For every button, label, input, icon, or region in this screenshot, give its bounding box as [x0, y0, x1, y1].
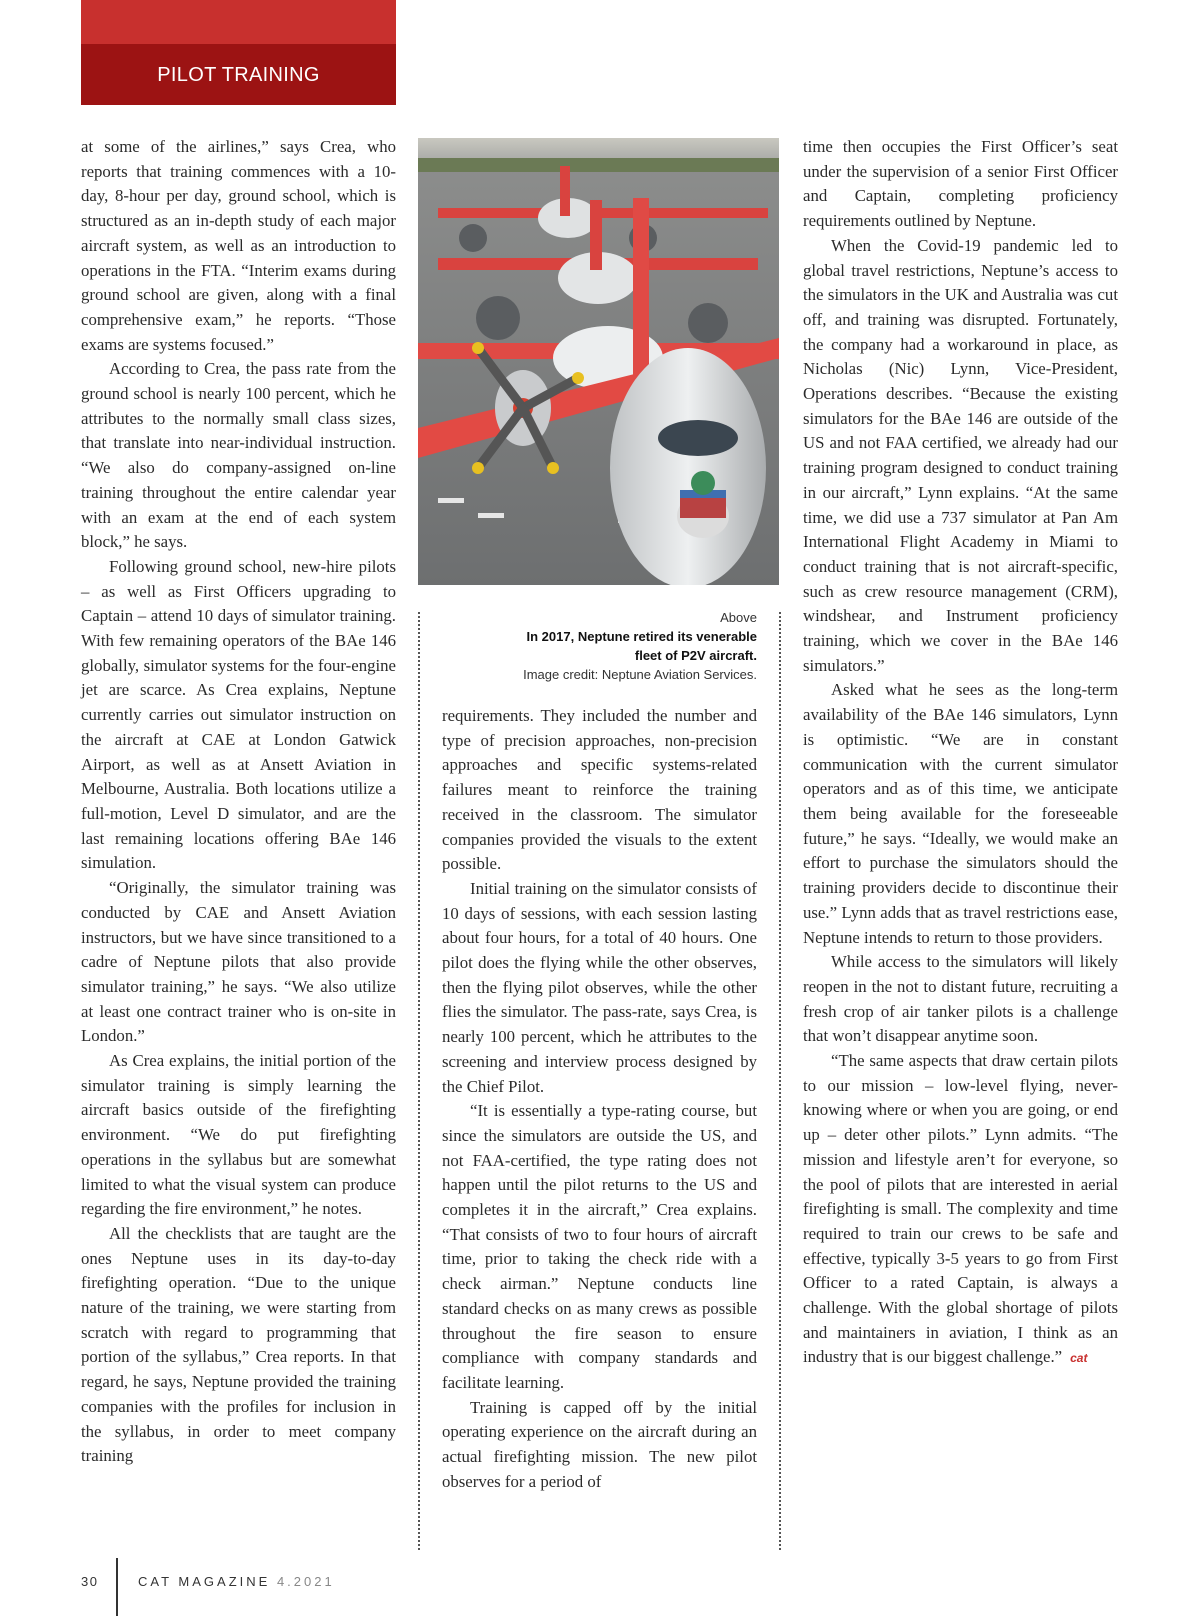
- caption-label: Above: [720, 610, 757, 625]
- caption-line: fleet of P2V aircraft.: [634, 648, 757, 663]
- section-header: [81, 0, 396, 105]
- issue-number: 4.2021: [276, 1574, 335, 1589]
- column-divider: [418, 612, 420, 1550]
- caption-credit: Image credit: Neptune Aviation Services.: [523, 667, 757, 682]
- paragraph: Training is capped off by the initial operating experience on the aircraft during an actual firefighting mission. The new pilot observes for a period of: [442, 1397, 757, 1491]
- paragraph: “Originally, the simulator training was conducted by CAE and Ansett Aviation instructors, but we have since transitioned to a cadre of Neptune pilots that also provide simulator training,” he says. “We also utilize at least one contract trainer who is on-site in London.”: [81, 878, 396, 1046]
- paragraph: While access to the simulators will likely reopen in the not to distant future, recruiting a fresh crop of air tanker pilots is a challenge that won’t disappear anytime soon.: [803, 952, 1118, 1046]
- column-divider: [779, 612, 781, 1550]
- magazine-name: CAT MAGAZINE: [138, 1574, 271, 1589]
- article-column-3: [803, 135, 1118, 1371]
- paragraph: requirements. They included the number and type of precision approaches, non-precision approaches and specific systems-related failures meant to reinforce the training received in the classroom. The simulator companies provided the visuals to the extent possible.: [442, 706, 757, 874]
- footer-magazine: [138, 1574, 335, 1589]
- paragraph: When the Covid-19 pandemic led to global travel restrictions, Neptune’s access to the simulators in the UK and Australia was cut off, and training was disrupted. Fortunately, the company had a workaround in place, as Nicholas (Nic) Lynn, Vice-President, Operations describes. “Because the existing simulators for the BAe 146 are outside of the US and not FAA certified, we already had our training program designed to conduct training in our aircraft,” Lynn explains. “At the same time, we did use a 737 simulator at Pan Am International Flight Academy in Miami to conduct training that is not aircraft-specific, such as crew resource management (CRM), windshear, and Instrument proficiency training, which we cover in the BAe 146 simulators.”: [803, 235, 1118, 675]
- photo-caption: [442, 608, 757, 684]
- paragraph: Following ground school, new-hire pilots – as well as First Officers upgrading to Captain – attend 10 days of simulator training. With few remaining operators of the BAe 146 globally, simulator systems for the four-engine jet are scarce. As Crea explains, Neptune currently carries out simulator instruction on the aircraft at CAE at London Gatwick Airport, as well as at Ansett Aviation in Melbourne, Australia. Both locations utilize a full-motion, Level D simulator, and are the last remaining locations offering BAe 146 simulation.: [81, 556, 396, 873]
- paragraph: Initial training on the simulator consists of 10 days of sessions, with each session lasting about four hours, for a total of 40 hours. One pilot does the flying while the other observes, then the flying pilot observes, while the other flies the simulator. The pass-rate, says Crea, is nearly 100 percent, which he attributes to the screening and interview process designed by the Chief Pilot.: [442, 878, 757, 1096]
- paragraph-final: [803, 1049, 1118, 1371]
- paragraph: As Crea explains, the initial portion of the simulator training is simply learning the aircraft basics outside of the firefighting environment. “We do put firefighting operations in the syllabus but are somewhat limited to what the visual system can produce regarding the fire environment,” he notes.: [81, 1051, 396, 1219]
- aircraft-photo: [418, 138, 779, 585]
- caption-line: In 2017, Neptune retired its venerable: [526, 629, 757, 644]
- paragraph: Asked what he sees as the long-term availability of the BAe 146 simulators, Lynn is optimistic. “We are in constant communication with the current simulator operators and as of this time, we anticipate them being available for the foreseeable future,” he says. “Ideally, we would make an effort to purchase the simulators should the training providers decide to discontinue their use.” Lynn adds that as travel restrictions ease, Neptune intends to return to those providers.: [803, 680, 1118, 947]
- aircraft-photo-icon: [418, 138, 779, 585]
- page-number: 30: [81, 1574, 99, 1589]
- section-title: PILOT TRAINING: [157, 64, 320, 86]
- paragraph: time then occupies the First Officer’s seat under the supervision of a senior First Officer and Captain, completing proficiency requirements outlined by Neptune.: [803, 137, 1118, 231]
- paragraph: “It is essentially a type-rating course, but since the simulators are outside the US, and not FAA-certified, the type rating does not happen until the pilot returns to the US and completes it in the aircraft,” Crea explains. “That consists of two to four hours of aircraft time, prior to taking the check ride with a check airman.” Neptune conducts line standard checks on as many crews as possible throughout the fire season to ensure compliance with company standards and facilitate learning.: [442, 1101, 757, 1392]
- article-column-1: [81, 135, 396, 1469]
- paragraph: All the checklists that are taught are the ones Neptune uses in its day-to-day firefighting operation. “Due to the unique nature of the training, we were starting from scratch with regard to programming that portion of the syllabus,” Crea reports. In that regard, he says, Neptune provided the training companies with the profiles for inclusion in the syllabus, in order to meet company training: [81, 1223, 396, 1466]
- article-column-2: [442, 704, 757, 1495]
- end-mark-logo: cat: [1070, 1351, 1088, 1366]
- paragraph-text: “The same aspects that draw certain pilots to our mission – low-level flying, never-knowing where or when you are going, or end up – deter other pilots.” Lynn admits. “The mission and lifestyle aren’t for everyone, so the pool of pilots that are interested in aerial firefighting is small. The complexity and time required to train our crews to be safe and effective, typically 3-5 years to go from First Officer to a rated Captain, is always a challenge. With the global shortage of pilots and maintainers in aviation, I think as an industry that is our biggest challenge.”: [803, 1051, 1118, 1367]
- paragraph: at some of the airlines,” says Crea, who reports that training commences with a 10-day, 8-hour per day, ground school, which is structured as an in-depth study of each major aircraft system, as well as an introduction to operations in the FTA. “Interim exams during ground school are given, along with a final comprehensive exam,” he reports. “Those exams are systems focused.”: [81, 137, 396, 354]
- footer-divider: [116, 1558, 118, 1616]
- paragraph: According to Crea, the pass rate from the ground school is nearly 100 percent, which he attributes to the normally small class sizes, that translate into near-individual instruction. “We also do company-assigned on-line training throughout the entire calendar year with an exam at the end of each system block,” he says.: [81, 359, 396, 552]
